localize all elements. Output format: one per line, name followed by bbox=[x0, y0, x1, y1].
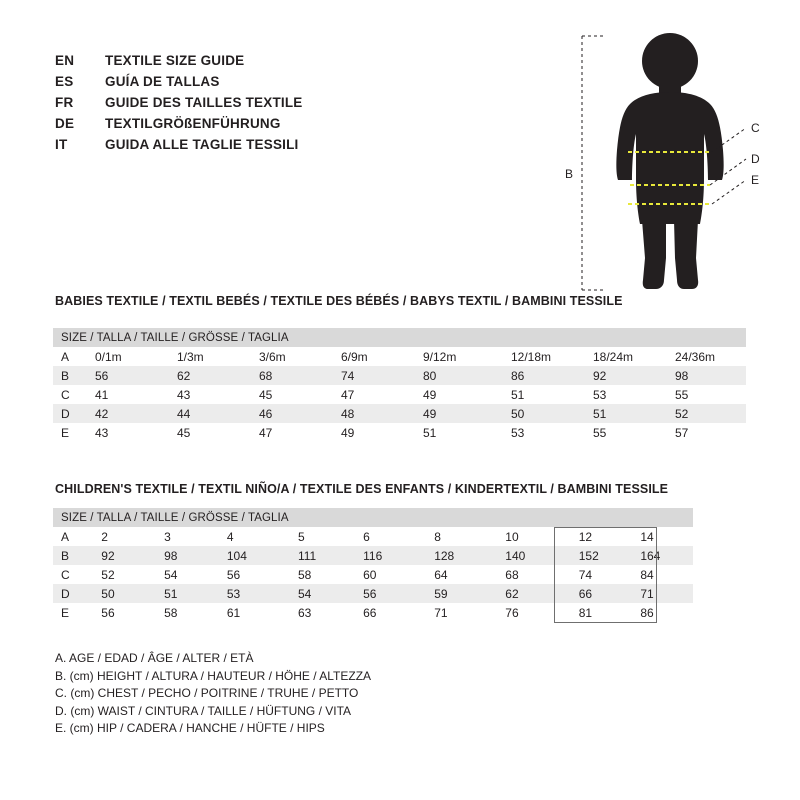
legend-item-c: C. (cm) CHEST / PECHO / POITRINE / TRUHE / PETTO bbox=[55, 686, 359, 700]
cell: 51 bbox=[503, 385, 585, 404]
row-label-e: E bbox=[53, 423, 87, 442]
cell: 60 bbox=[355, 565, 426, 584]
row-label-a: A bbox=[53, 347, 87, 366]
cell: 55 bbox=[585, 423, 667, 442]
cell: 53 bbox=[219, 584, 290, 603]
cell: 98 bbox=[667, 366, 746, 385]
table-row bbox=[53, 546, 693, 565]
cell: 47 bbox=[333, 385, 415, 404]
cell: 45 bbox=[251, 385, 333, 404]
cell: 81 bbox=[571, 603, 633, 622]
body-measurement-figure bbox=[560, 28, 790, 293]
legend-item-d: D. (cm) WAIST / CINTURA / TAILLE / HÜFTUNG / VITA bbox=[55, 703, 352, 718]
children-size-table bbox=[53, 508, 693, 622]
table-row bbox=[53, 347, 746, 366]
cell: 111 bbox=[290, 546, 355, 565]
cell: 49 bbox=[415, 385, 503, 404]
cell: 18/24m bbox=[585, 347, 667, 366]
cell: 54 bbox=[156, 565, 219, 584]
language-code-en: EN bbox=[55, 53, 75, 68]
cell: 6 bbox=[355, 527, 426, 546]
figure-label-c: C bbox=[751, 121, 760, 135]
cell: 5 bbox=[290, 527, 355, 546]
cell: 51 bbox=[585, 404, 667, 423]
legend-item-a: A. AGE / EDAD / ÂGE / ALTER / ETÀ bbox=[55, 651, 254, 665]
cell: 56 bbox=[219, 565, 290, 584]
cell: 3 bbox=[156, 527, 219, 546]
language-code-it: IT bbox=[55, 137, 68, 152]
cell: 1/3m bbox=[169, 347, 251, 366]
cell: 3/6m bbox=[251, 347, 333, 366]
row-label-d: D bbox=[53, 584, 93, 603]
cell: 116 bbox=[355, 546, 426, 565]
cell: 74 bbox=[333, 366, 415, 385]
cell: 43 bbox=[169, 385, 251, 404]
cell: 53 bbox=[585, 385, 667, 404]
cell: 63 bbox=[290, 603, 355, 622]
cell: 4 bbox=[219, 527, 290, 546]
cell: 71 bbox=[426, 603, 497, 622]
child-silhouette-icon bbox=[616, 33, 723, 289]
cell: 50 bbox=[93, 584, 156, 603]
language-code-de: DE bbox=[55, 116, 75, 131]
cell: 42 bbox=[87, 404, 169, 423]
legend-item-b: B. (cm) HEIGHT / ALTURA / HAUTEUR / HÖHE / ALTEZZA bbox=[55, 668, 372, 683]
cell: 10 bbox=[497, 527, 570, 546]
row-label-c: C bbox=[53, 565, 93, 584]
row-label-a: A bbox=[53, 527, 93, 546]
table-row bbox=[53, 423, 746, 442]
table-row bbox=[53, 565, 693, 584]
cell: 52 bbox=[93, 565, 156, 584]
cell: 49 bbox=[415, 404, 503, 423]
cell: 43 bbox=[87, 423, 169, 442]
language-text-de: TEXTILGRÖßENFÜHRUNG bbox=[105, 116, 281, 131]
cell: 66 bbox=[355, 603, 426, 622]
language-row-it bbox=[55, 134, 303, 155]
table-row bbox=[53, 366, 746, 385]
row-label-c: C bbox=[53, 385, 87, 404]
babies-size-table bbox=[53, 328, 746, 442]
cell: 74 bbox=[571, 565, 633, 584]
cell: 49 bbox=[333, 423, 415, 442]
cell: 54 bbox=[290, 584, 355, 603]
cell: 80 bbox=[415, 366, 503, 385]
figure-label-e: E bbox=[751, 173, 760, 187]
cell: 61 bbox=[219, 603, 290, 622]
cell: 46 bbox=[251, 404, 333, 423]
table-row bbox=[53, 404, 746, 423]
cell: 51 bbox=[415, 423, 503, 442]
row-label-b: B bbox=[53, 546, 93, 565]
children-section-title: CHILDREN'S TEXTILE / TEXTIL NIÑO/A / TEXTILE DES ENFANTS / KINDERTEXTIL / BAMBINI TESSILE bbox=[55, 482, 669, 496]
table-row bbox=[53, 584, 693, 603]
cell: 92 bbox=[585, 366, 667, 385]
cell: 152 bbox=[571, 546, 633, 565]
cell: 98 bbox=[156, 546, 219, 565]
cell: 56 bbox=[355, 584, 426, 603]
cell: 44 bbox=[169, 404, 251, 423]
cell: 50 bbox=[503, 404, 585, 423]
cell: 6/9m bbox=[333, 347, 415, 366]
row-label-b: B bbox=[53, 366, 87, 385]
figure-label-d: D bbox=[751, 152, 760, 166]
cell: 2 bbox=[93, 527, 156, 546]
figure-label-b: B bbox=[565, 167, 574, 181]
legend-item-e: E. (cm) HIP / CADERA / HANCHE / HÜFTE / HIPS bbox=[55, 721, 325, 735]
table-row bbox=[53, 603, 693, 622]
table-row bbox=[53, 385, 746, 404]
cell: 9/12m bbox=[415, 347, 503, 366]
legend-list bbox=[55, 650, 371, 738]
cell: 56 bbox=[93, 603, 156, 622]
cell: 12/18m bbox=[503, 347, 585, 366]
babies-header-row bbox=[53, 328, 746, 347]
language-text-es: GUÍA DE TALLAS bbox=[105, 74, 220, 89]
cell: 164 bbox=[632, 546, 693, 565]
children-header-cell: SIZE / TALLA / TAILLE / GRÖSSE / TAGLIA bbox=[53, 508, 693, 527]
cell: 140 bbox=[497, 546, 570, 565]
language-row-es bbox=[55, 71, 303, 92]
language-row-fr bbox=[55, 92, 303, 113]
cell: 51 bbox=[156, 584, 219, 603]
cell: 58 bbox=[290, 565, 355, 584]
cell: 12 bbox=[571, 527, 633, 546]
children-header-row bbox=[53, 508, 693, 527]
cell: 64 bbox=[426, 565, 497, 584]
cell: 0/1m bbox=[87, 347, 169, 366]
cell: 86 bbox=[632, 603, 693, 622]
cell: 24/36m bbox=[667, 347, 746, 366]
language-code-es: ES bbox=[55, 74, 74, 89]
cell: 57 bbox=[667, 423, 746, 442]
cell: 71 bbox=[632, 584, 693, 603]
language-row-en bbox=[55, 50, 303, 71]
language-code-fr: FR bbox=[55, 95, 74, 110]
language-list bbox=[55, 50, 303, 155]
cell: 14 bbox=[632, 527, 693, 546]
table-row bbox=[53, 527, 693, 546]
cell: 53 bbox=[503, 423, 585, 442]
cell: 56 bbox=[87, 366, 169, 385]
language-text-it: GUIDA ALLE TAGLIE TESSILI bbox=[105, 137, 299, 152]
cell: 48 bbox=[333, 404, 415, 423]
cell: 76 bbox=[497, 603, 570, 622]
cell: 55 bbox=[667, 385, 746, 404]
cell: 128 bbox=[426, 546, 497, 565]
cell: 45 bbox=[169, 423, 251, 442]
cell: 47 bbox=[251, 423, 333, 442]
cell: 52 bbox=[667, 404, 746, 423]
cell: 41 bbox=[87, 385, 169, 404]
cell: 92 bbox=[93, 546, 156, 565]
language-text-en: TEXTILE SIZE GUIDE bbox=[105, 53, 245, 68]
cell: 62 bbox=[169, 366, 251, 385]
babies-header-cell: SIZE / TALLA / TAILLE / GRÖSSE / TAGLIA bbox=[53, 328, 746, 347]
row-label-e: E bbox=[53, 603, 93, 622]
cell: 66 bbox=[571, 584, 633, 603]
cell: 68 bbox=[251, 366, 333, 385]
cell: 86 bbox=[503, 366, 585, 385]
row-label-d: D bbox=[53, 404, 87, 423]
cell: 84 bbox=[632, 565, 693, 584]
cell: 58 bbox=[156, 603, 219, 622]
cell: 62 bbox=[497, 584, 570, 603]
language-text-fr: GUIDE DES TAILLES TEXTILE bbox=[105, 95, 303, 110]
cell: 8 bbox=[426, 527, 497, 546]
cell: 68 bbox=[497, 565, 570, 584]
language-row-de bbox=[55, 113, 303, 134]
cell: 59 bbox=[426, 584, 497, 603]
babies-section-title: BABIES TEXTILE / TEXTIL BEBÉS / TEXTILE DES BÉBÉS / BABYS TEXTIL / BAMBINI TESSILE bbox=[55, 294, 623, 308]
cell: 104 bbox=[219, 546, 290, 565]
